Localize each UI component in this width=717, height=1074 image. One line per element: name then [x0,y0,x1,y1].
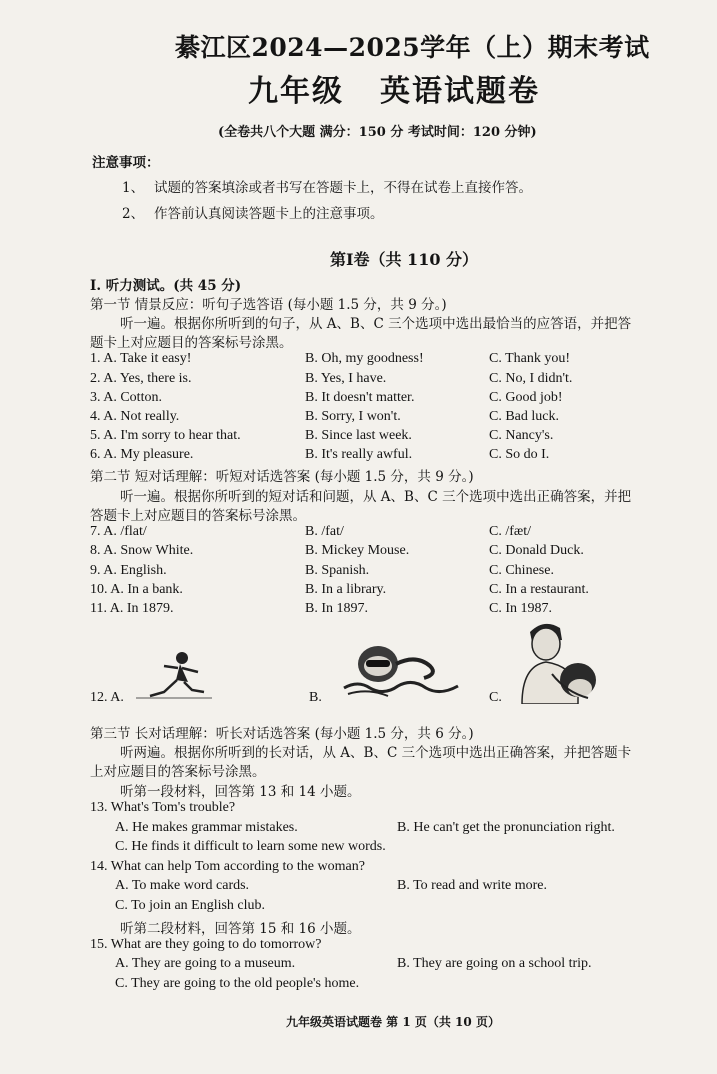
section-instruction: 听一遍。根据你所听到的短对话和问题，从 A、B、C 三个选项中选出正确答案，并把 [120,489,632,505]
option-c: C. Bad luck. [489,409,559,424]
option-a: 7. A. /flat/ [90,524,147,539]
option-b: B. Sorry, I won't. [305,409,401,424]
option-a: 10. A. In a bank. [90,582,183,597]
option-b: B. It doesn't matter. [305,390,415,405]
option-a: 8. A. Snow White. [90,543,194,558]
option-b: B. Yes, I have. [305,371,387,386]
option-b: B. To read and write more. [397,878,547,893]
option-a: 9. A. English. [90,563,167,578]
option-a: 2. A. Yes, there is. [90,371,192,386]
option-a: A. He makes grammar mistakes. [115,820,298,835]
runner-illustration [130,648,220,702]
option-a: 1. A. Take it easy! [90,351,192,366]
option-a: 12. A. [90,690,124,705]
note-number: 1、 [122,180,145,196]
note-item [122,176,532,196]
option-a: A. They are going to a museum. [115,956,296,971]
doctor-illustration [508,618,608,704]
grade-label: 九年级 [248,74,344,109]
option-a: 6. A. My pleasure. [90,447,194,462]
page-footer: 九年级英语试题卷 第 1 页（共 10 页） [286,1015,500,1029]
section-heading: 第三节 长对话理解：听长对话选答案 (每小题 1.5 分，共 6 分。) [90,726,474,742]
option-c: C. In a restaurant. [489,582,589,597]
volume-title: 第Ⅰ卷（共 110 分） [330,250,479,269]
option-c: C. No, I didn't. [489,371,573,386]
material-note: 听第二段材料，回答第 15 和 16 小题。 [120,921,361,937]
note-number: 2、 [122,206,145,222]
option-b: B. It's really awful. [305,447,413,462]
exam-info: (全卷共八个大题 满分：150 分 考试时间：120 分钟) [218,125,537,140]
section-instruction: 上对应题目的答案标号涂黑。 [90,764,266,780]
option-c: C. Chinese. [489,563,554,578]
section-instruction: 答题卡上对应题目的答案标号涂黑。 [90,508,306,524]
option-b: B. In a library. [305,582,387,597]
section-instruction: 听一遍。根据你所听到的句子，从 A、B、C 三个选项中选出最恰当的应答语，并把答 [120,316,632,332]
option-c: C. Good job! [489,390,563,405]
option-c: C. In 1987. [489,601,552,616]
question-15: 15. What are they going to do tomorrow? [90,937,322,952]
material-note: 听第一段材料，回答第 13 和 14 小题。 [120,784,361,800]
exam-subtitle [248,66,540,110]
option-c: C. Donald Duck. [489,543,584,558]
option-b: B. Spanish. [305,563,370,578]
section-instruction: 听两遍。根据你所听到的长对话，从 A、B、C 三个选项中选出正确答案，并把答题卡 [120,745,632,761]
option-b: B. /fat/ [305,524,344,539]
note-text: 试题的答案填涂或者书写在答题卡上，不得在试卷上直接作答。 [154,180,532,196]
section-heading: 第二节 短对话理解：听短对话选答案 (每小题 1.5 分，共 9 分。) [90,469,474,485]
option-b: B. Oh, my goodness! [305,351,424,366]
option-b: B. Mickey Mouse. [305,543,410,558]
swimmer-illustration [338,636,468,700]
option-b: B. [309,690,322,705]
option-b: B. He can't get the pronunciation right. [397,820,615,835]
question-14: 14. What can help Tom according to the woman? [90,859,365,874]
notes-heading: 注意事项： [92,155,160,171]
option-c: C. They are going to the old people's home. [115,976,360,991]
option-b: B. They are going on a school trip. [397,956,592,971]
question-13: 13. What's Tom's trouble? [90,800,236,815]
option-a: 4. A. Not really. [90,409,180,424]
option-c: C. Nancy's. [489,428,554,443]
option-b: B. Since last week. [305,428,412,443]
part-heading: I. 听力测试。(共 45 分) [90,278,242,294]
option-c: C. [489,690,502,705]
section-heading: 第一节 情景反应：听句子选答语 (每小题 1.5 分，共 9 分。) [90,297,447,313]
option-c: C. He finds it difficult to learn some new words. [115,839,386,854]
section-instruction: 题卡上对应题目的答案标号涂黑。 [90,335,293,351]
exam-title: 綦江区2024—2025学年（上）期末考试 [175,33,650,62]
option-a: A. To make word cards. [115,878,250,893]
option-c: C. So do I. [489,447,550,462]
option-c: C. To join an English club. [115,898,266,913]
option-c: C. Thank you! [489,351,571,366]
option-a: 3. A. Cotton. [90,390,162,405]
option-c: C. /fæt/ [489,524,532,539]
option-a: 11. A. In 1879. [90,601,174,616]
note-text: 作答前认真阅读答题卡上的注意事项。 [154,206,384,222]
note-item [122,202,384,222]
paper-label: 英语试题卷 [380,74,540,109]
option-b: B. In 1897. [305,601,368,616]
option-a: 5. A. I'm sorry to hear that. [90,428,241,443]
